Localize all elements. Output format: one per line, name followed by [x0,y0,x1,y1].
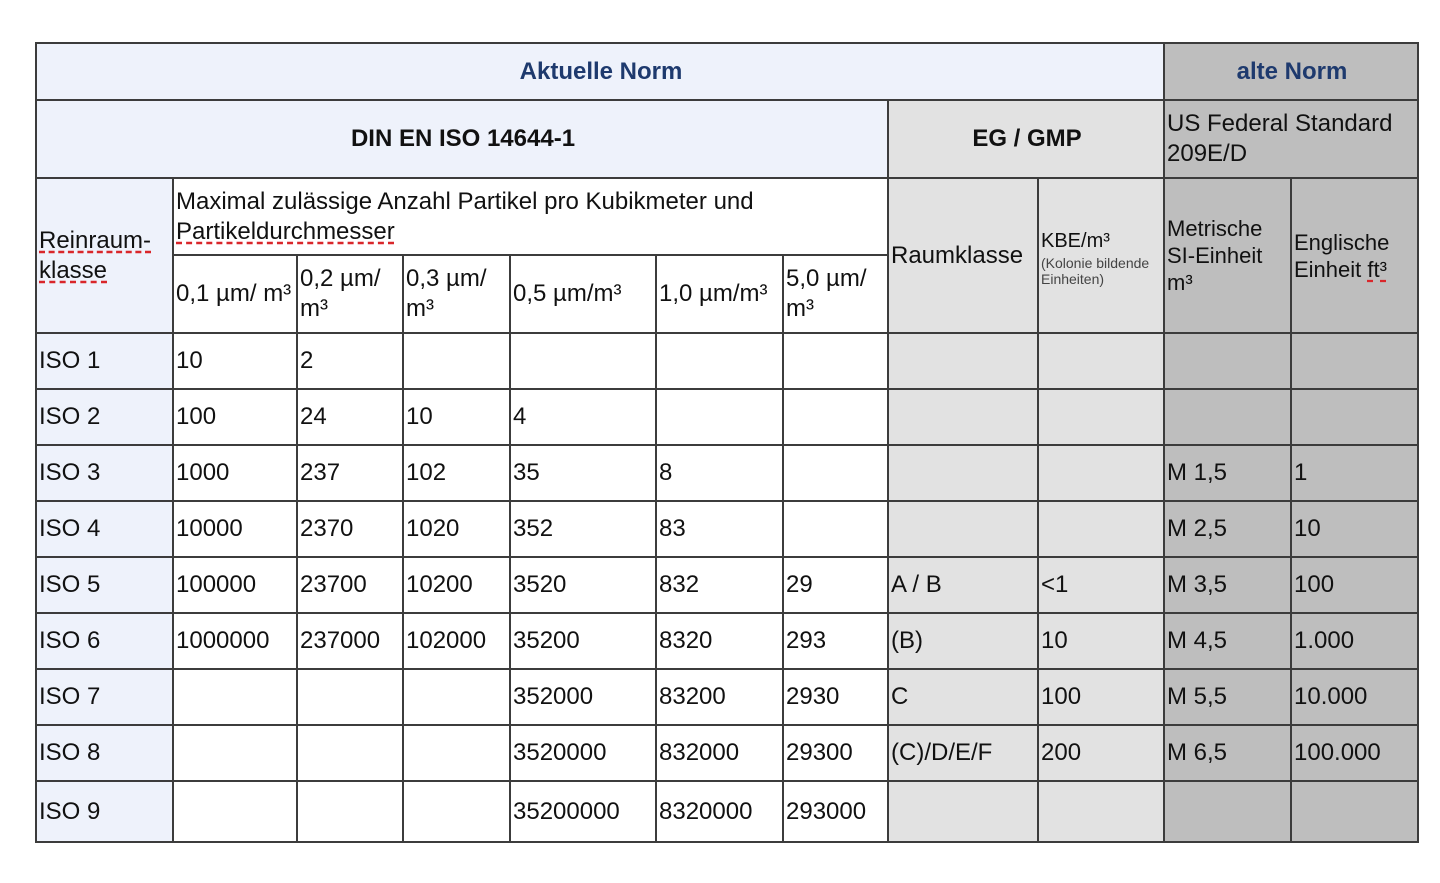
englische-label: Englische Einheit [1294,229,1390,282]
size-header: 0,2 µm/ m³ [297,255,403,333]
count-1-0um [656,389,783,445]
english-class-cell [1291,333,1418,389]
us-federal-header: US Federal Standard 209E/D [1164,100,1418,178]
metric-class-cell: M 1,5 [1164,445,1291,501]
kbe-cell: 100 [1038,669,1164,725]
table-row [36,333,1418,389]
alte-norm-header: alte Norm [1164,43,1418,100]
count-1-0um: 8 [656,445,783,501]
table-row [36,613,1418,669]
metrische-header: Metrische SI-Einheit m³ [1164,178,1291,333]
class-cell: ISO 4 [36,501,173,557]
count-1-0um: 83200 [656,669,783,725]
metric-class-cell [1164,781,1291,842]
count-0-3um: 1020 [403,501,510,557]
class-cell: ISO 1 [36,333,173,389]
count-0-5um: 352000 [510,669,656,725]
table-row [36,669,1418,725]
reinraum-line1: Reinraum- [39,226,152,254]
count-0-2um: 237000 [297,613,403,669]
eg-raumklasse-cell [888,333,1038,389]
table-row [36,501,1418,557]
count-5-0um: 29 [783,557,888,613]
max-particles-header [173,178,888,255]
count-0-2um: 24 [297,389,403,445]
count-1-0um [656,333,783,389]
din-standard-header: DIN EN ISO 14644-1 [36,100,888,178]
count-1-0um: 8320 [656,613,783,669]
class-cell: ISO 6 [36,613,173,669]
size-header: 0,3 µm/ m³ [403,255,510,333]
kbe-note: (Kolonie bildende Einheiten) [1041,254,1150,287]
table-row [36,781,1418,842]
count-0-2um [297,725,403,781]
englische-header [1291,178,1418,333]
kbe-cell [1038,501,1164,557]
class-cell: ISO 3 [36,445,173,501]
count-1-0um: 83 [656,501,783,557]
count-5-0um: 2930 [783,669,888,725]
count-0-5um: 4 [510,389,656,445]
reinraum-line2: klasse [39,256,108,284]
max-particles-line1: Maximal zulässige Anzahl Partikel pro Kubikmeter und [176,187,754,215]
size-header: 5,0 µm/ m³ [783,255,888,333]
count-0-2um: 2 [297,333,403,389]
eg-raumklasse-cell [888,781,1038,842]
size-header: 0,5 µm/m³ [510,255,656,333]
metric-class-cell: M 3,5 [1164,557,1291,613]
table-row [36,389,1418,445]
english-class-cell: 100 [1291,557,1418,613]
eg-raumklasse-cell [888,389,1038,445]
metric-class-cell [1164,389,1291,445]
kbe-cell: <1 [1038,557,1164,613]
count-1-0um: 832 [656,557,783,613]
kbe-cell: 200 [1038,725,1164,781]
englische-unit: ft³ [1367,256,1387,282]
metric-class-cell: M 4,5 [1164,613,1291,669]
count-0-2um: 2370 [297,501,403,557]
count-5-0um: 29300 [783,725,888,781]
kbe-cell [1038,781,1164,842]
english-class-cell [1291,389,1418,445]
kbe-label: KBE/m³ [1041,229,1110,252]
eg-raumklasse-cell [888,445,1038,501]
english-class-cell: 1.000 [1291,613,1418,669]
class-cell: ISO 2 [36,389,173,445]
count-0-5um: 35200 [510,613,656,669]
raumklasse-header: Raumklasse [888,178,1038,333]
english-class-cell: 100.000 [1291,725,1418,781]
aktuelle-norm-header: Aktuelle Norm [36,43,1164,100]
eg-raumklasse-cell: A / B [888,557,1038,613]
metric-class-cell [1164,333,1291,389]
count-0-1um: 10000 [173,501,297,557]
count-0-3um: 102 [403,445,510,501]
count-5-0um: 293 [783,613,888,669]
count-0-5um: 352 [510,501,656,557]
english-class-cell [1291,781,1418,842]
class-cell: ISO 9 [36,781,173,842]
class-cell: ISO 8 [36,725,173,781]
count-0-2um: 23700 [297,557,403,613]
kbe-cell: 10 [1038,613,1164,669]
count-0-1um [173,725,297,781]
class-cell: ISO 5 [36,557,173,613]
eg-raumklasse-cell: C [888,669,1038,725]
count-0-2um [297,669,403,725]
count-0-1um: 100 [173,389,297,445]
max-particles-line2: Partikeldurchmesser [176,217,395,245]
count-5-0um [783,333,888,389]
class-cell: ISO 7 [36,669,173,725]
count-0-5um [510,333,656,389]
kbe-cell [1038,445,1164,501]
count-5-0um [783,501,888,557]
size-header: 0,1 µm/ m³ [173,255,297,333]
count-0-1um [173,669,297,725]
count-0-5um: 35200000 [510,781,656,842]
kbe-cell [1038,389,1164,445]
table-row [36,445,1418,501]
count-1-0um: 8320000 [656,781,783,842]
english-class-cell: 10 [1291,501,1418,557]
count-0-5um: 3520000 [510,725,656,781]
cleanroom-classification-table [35,42,1419,843]
count-0-1um: 1000000 [173,613,297,669]
reinraumklasse-header [36,178,173,333]
eg-raumklasse-cell [888,501,1038,557]
metric-class-cell: M 2,5 [1164,501,1291,557]
eg-raumklasse-cell: (C)/D/E/F [888,725,1038,781]
count-0-5um: 3520 [510,557,656,613]
count-0-3um [403,725,510,781]
table-row [36,725,1418,781]
kbe-header [1038,178,1164,333]
count-0-1um [173,781,297,842]
eg-gmp-header: EG / GMP [888,100,1164,178]
count-0-1um: 100000 [173,557,297,613]
count-0-2um: 237 [297,445,403,501]
count-0-3um: 10 [403,389,510,445]
count-0-1um: 1000 [173,445,297,501]
count-0-3um: 10200 [403,557,510,613]
count-0-1um: 10 [173,333,297,389]
english-class-cell: 1 [1291,445,1418,501]
count-5-0um [783,389,888,445]
size-header: 1,0 µm/m³ [656,255,783,333]
english-class-cell: 10.000 [1291,669,1418,725]
metric-class-cell: M 5,5 [1164,669,1291,725]
table-row [36,557,1418,613]
count-5-0um [783,445,888,501]
count-0-3um [403,781,510,842]
count-5-0um: 293000 [783,781,888,842]
count-0-5um: 35 [510,445,656,501]
count-0-3um [403,333,510,389]
metric-class-cell: M 6,5 [1164,725,1291,781]
count-0-3um: 102000 [403,613,510,669]
count-0-2um [297,781,403,842]
kbe-cell [1038,333,1164,389]
eg-raumklasse-cell: (B) [888,613,1038,669]
count-0-3um [403,669,510,725]
count-1-0um: 832000 [656,725,783,781]
